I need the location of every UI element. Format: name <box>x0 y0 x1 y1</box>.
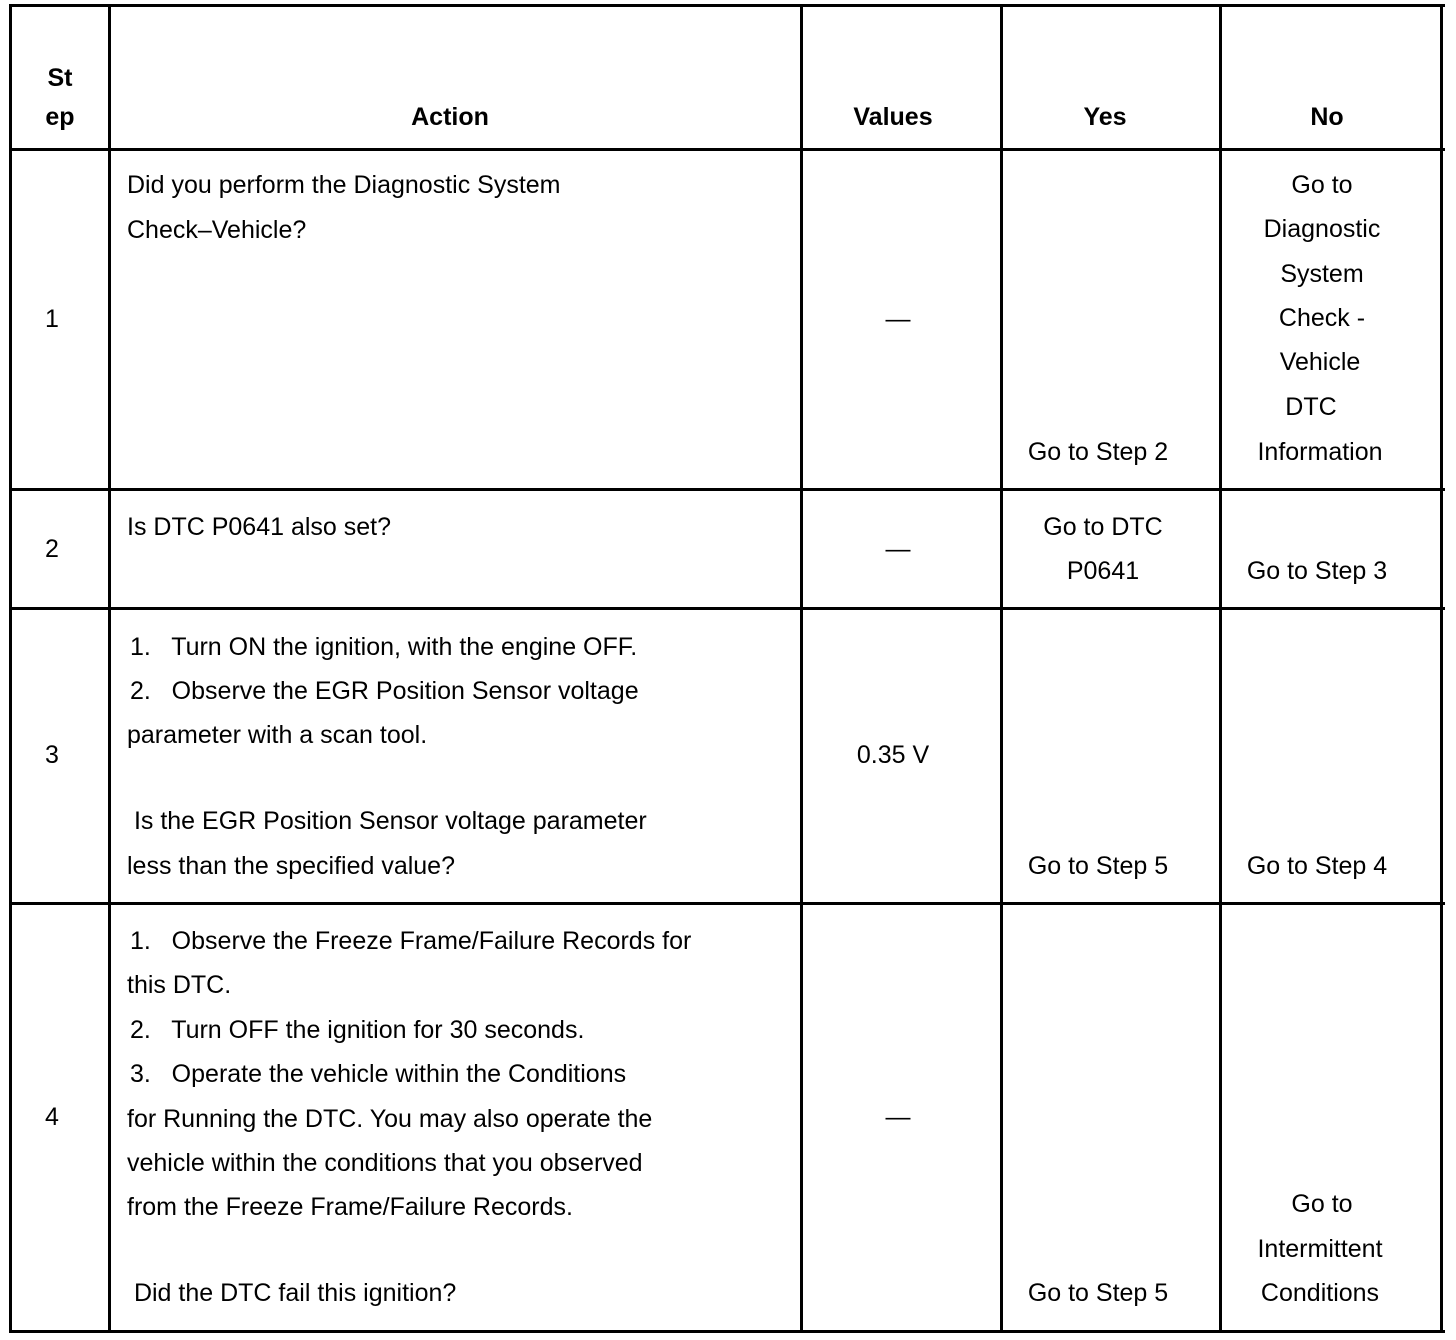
action-line: 1. Observe the Freeze Frame/Failure Records for <box>130 927 692 955</box>
table-border-right <box>1440 4 1443 1333</box>
yes-cell: Go to Step 5 <box>1027 852 1169 880</box>
no-cell-line: Vehicle <box>1279 348 1361 376</box>
no-cell-line: Diagnostic <box>1263 215 1381 243</box>
header-divider <box>9 148 1445 151</box>
yes-cell-line: P0641 <box>1066 557 1140 585</box>
step-number: 4 <box>45 1103 59 1131</box>
row-divider <box>9 488 1445 491</box>
action-line: Did you perform the Diagnostic System <box>127 171 561 199</box>
header-yes: Yes <box>1083 103 1127 131</box>
value-cell: — <box>885 1103 911 1131</box>
action-line: 1. Turn ON the ignition, with the engine OFF. <box>130 633 638 661</box>
no-cell-line: Check - <box>1278 304 1366 332</box>
step-number: 1 <box>45 305 59 333</box>
value-cell: — <box>885 305 911 333</box>
action-line: less than the specified value? <box>127 852 455 880</box>
no-cell-line: Conditions <box>1260 1279 1380 1307</box>
row-divider <box>9 902 1445 905</box>
action-line: Check–Vehicle? <box>127 216 307 244</box>
yes-cell-line: Go to DTC <box>1043 513 1163 541</box>
header-values: Values <box>853 103 933 131</box>
table-border-top <box>9 4 1445 7</box>
diagnostic-table <box>9 4 1445 1333</box>
column-divider <box>1000 4 1003 1333</box>
header-step-line2: ep <box>45 103 75 131</box>
header-step-line1: St <box>47 64 73 92</box>
no-cell-line: System <box>1280 260 1364 288</box>
action-line: 2. Turn OFF the ignition for 30 seconds. <box>130 1016 585 1044</box>
yes-cell: Go to Step 2 <box>1027 438 1169 466</box>
no-cell-line: Go to <box>1291 1190 1353 1218</box>
column-divider <box>108 4 111 1333</box>
action-line: parameter with a scan tool. <box>127 721 428 749</box>
header-action: Action <box>411 103 489 131</box>
action-line: 3. Operate the vehicle within the Conditions <box>130 1060 627 1088</box>
action-question: Is the EGR Position Sensor voltage parameter <box>127 807 647 835</box>
value-cell: 0.35 V <box>856 741 930 769</box>
action-line: this DTC. <box>127 971 232 999</box>
no-cell-line: Intermittent <box>1257 1235 1383 1263</box>
no-cell-line: DTC <box>1285 393 1337 421</box>
action-line: 2. Observe the EGR Position Sensor voltage <box>130 677 639 705</box>
action-line: vehicle within the conditions that you observed <box>127 1149 643 1177</box>
action-line: for Running the DTC. You may also operate the <box>127 1105 653 1133</box>
action-question: Did the DTC fail this ignition? <box>127 1279 457 1307</box>
no-cell-line: Go to <box>1291 171 1353 199</box>
header-no: No <box>1310 103 1344 131</box>
yes-cell: Go to Step 5 <box>1027 1279 1169 1307</box>
action-line: Is DTC P0641 also set? <box>127 513 392 541</box>
row-divider <box>9 607 1445 610</box>
no-cell: Go to Step 3 <box>1246 557 1388 585</box>
step-number: 2 <box>45 535 59 563</box>
step-number: 3 <box>45 741 59 769</box>
table-border-bottom <box>9 1330 1445 1333</box>
value-cell: — <box>885 535 911 563</box>
no-cell: Go to Step 4 <box>1246 852 1388 880</box>
action-line: from the Freeze Frame/Failure Records. <box>127 1193 573 1221</box>
no-cell-line: Information <box>1257 438 1383 466</box>
